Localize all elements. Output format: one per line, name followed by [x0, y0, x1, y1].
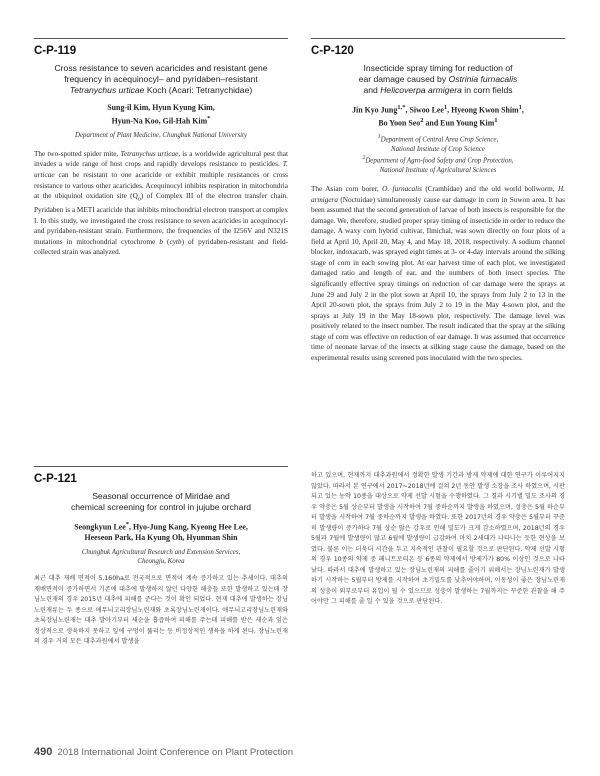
abstract-c-p-119 — [34, 38, 288, 258]
page-number: 490 — [34, 746, 53, 758]
page-footer — [34, 742, 293, 760]
abstract-code: C-P-119 — [34, 45, 77, 57]
abstract-code: C-P-121 — [34, 473, 77, 485]
authors: Sung-il Kim, Hyun Kyung Kim, Hyun-Na Koo, Gil-Hah Kim* — [107, 103, 215, 126]
abstract-title: Cross resistance to seven acaricides and resistant gene frequency in acequinocyl– and pyridaben–resistant Tetranychus urticae Koch (Acari: Tetranychidae) — [54, 63, 268, 95]
abstract-c-p-120 — [311, 38, 565, 363]
abstract-body: The Asian corn borer, O. furnacalis (Crambidae) and the old world bollworm, H. armigera (Noctuidae) simultaneously cause ear damage in corn in Suwon area. It has been assumed that the second generation of larvae of both insects is responsible for the damage. We, therefore, studied proper spray timing of insecticide in order to reduce the damage. A waxy corn hybrid cultivar, Ilmichal, was sown directly on four plots of a field at April 10, April 20, May 4, and May 18, 2018, respectively. A sodium channel blocker, indoxacarb, was sprayed eight times at 3- or 4-day intervals around the silking stage of corn in each sowing plot. At ear harvest time of each plot, we investigated damaged ratio and length of ear, and the numbers of both insect species. The significantly effective spray timings on reduction of car damage were the sprays at June 29 and July 2 in the plot sown at April 10, the sprays from July 2 to 13 in the April 20-sown plot, the sprays from July 2 to 19 in the May 4-sown plot, and the sprays at July 19 in the May 18-sown plot, respectively. The damage level was positively related to the insect number. The result indicated that the spray at the silking stage of corn was effective on reduction of ear damage. It was assumed that occurrence time of neonate larvae of the insects at silking stage cause the damage, based on the experimental results using screened pots inoculated with the two species. — [311, 185, 565, 362]
conference-name: 2018 International Joint Conference on Plant Protection — [57, 747, 294, 758]
affiliation: Department of Plant Medicine, Chungbuk National University — [74, 131, 248, 139]
abstract-body-left: 최근 대추 재배 면적이 5,160ha로 전국적으로 면적이 계속 증가하고 있는 추세이다. 대추의 재배면적이 증가하면서 기존에 대추에 발생하지 않던 다양한 해충들 또한 발생하고 있는데 장님노린재의 경우 2015년 대추에 피해를 준다는 것이 확인 되었다. 현재 대추에 발생하는 장님노린재류는 두 종으로 애무늬고리장님노린재와 초록장님노린재이다. 애무늬고리장님노린재와 초록장님노린재는 대추 발아기부터 새순을 흡즙하여 피해를 주는데 피해를 받은 새순과 잎은 정상적으로 생육하지 못하고 잎에 구멍이 뚫리는 등 비정상적인 생육을 하게 된다. 장님노린재의 경우 거의 모든 대추과원에서 발생을 — [34, 575, 288, 646]
abstract-body-right: 하고 있으며, 현재까지 대추과원에서 정확한 발생 기간과 방제 약제에 대한 연구가 이루어지지 않았다. 따라서 본 연구에서 2017~2018년에 걸쳐 2년 동안 발생 소장을 조사 하였으며, 시판되고 있는 농약 10종을 대상으로 약제 선발 시험을 수행하였다. 그 결과 시기별 밀도 조사의 경우 약충은 5월 상순부터 발생을 시작하여 7월 중하순까지 발생을 하였으며, 성충은 5월 하순부터 발생을 시작하여 7월 중하순까지 발생을 하였다. 또한 2017년의 경우 약충은 5월부터 꾸준히 발생량이 증가하다 7월 상순 많은 강우로 인해 밀도가 크게 감소하였으며, 2018년의 경우 5월과 7월에 발생량이 많고 6월에 발생량이 급감하여 마치 2세대가 나타나는 듯한 현상을 보였다. 불론 이는 더욱더 시간을 두고 지속적인 관찰이 필요할 것으로 판단된다. 약제 선발 시험의 경우 10종의 약제 중 페니트로티온 등 6종의 약제에서 방제가가 80% 이상인 것으로 나타났다. 따라서 대추에 발생하고 있는 장님노린재의 피해를 줄이기 위해서는 장님노린재가 발생하기 시작하는 5월부터 방제를 시작하여 초기밀도를 낮추어야하며, 이동성이 좋은 장님노린재의 성충이 외부로부터 유입이 될 수 있으므로 성충이 발생하는 7월까지는 꾸준한 관찰을 해 주어야만 그 피해를 줄 일 수 있을 것으로 판단된다. — [311, 472, 565, 605]
authors: Seongkyun Lee*, Hyo-Jung Kang, Kyeong Hee Lee, Heeseon Park, Ha Kyung Oh, Hyunman Shin — [74, 521, 248, 543]
authors: Jin Kyo Jung$^{1,*}$, Siwoo Lee$^1$, Hyeong Kwon Shim$^1$, Bo Yoon Seo$^2$ and Eun Young Kim$^1$ — [352, 104, 524, 128]
abstract-title: Insecticide spray timing for reduction of ear damage caused by Ostrinia furnacalis and Helicoverpa armigera in corn fields — [358, 63, 518, 95]
abstract-c-p-121 — [34, 466, 288, 648]
section-rule — [311, 38, 565, 39]
section-rule — [34, 38, 288, 39]
affiliation: $^1$Department of Central Area Crop Science, National Institute of Crop Science $^2$Department of Agro-food Safety and Crop Protection, National Institute of Agricultural Sciences — [362, 134, 514, 174]
abstract-code: C-P-120 — [311, 45, 354, 57]
section-rule — [34, 466, 288, 467]
abstract-body: The two-spotted spider mite, Tetranychus urticae, is a worldwide agricultural pest that invades a wide range of host crops and rapidly develops resistance to pesticides. T. urticae can be resistant to one acaricide or exhibit multiple resistances or cross resistance to various other acaricides. Acequinocyl inhibits respiration in mitochondria at the ubiquinol oxidation site $(Q_o)$ of Complex III of the electron transfer chain. Pyridaben is a METI acaricide that inhibits mitochondrial electron transport at complex I. In this study, we investigated the cross resistance to seven acaricides in acequinocyl- and pyridaben-resistant strain. Furthermore, the frequencies of the I256V and N321S mutations in mitochondrial cytochrome b (cytb) of pyridaben-resistant and field-collected strain was analyzed. — [34, 149, 289, 257]
abstract-title: Seasonal occurrence of Miridae and chemical screening for control in jujube orchard — [70, 491, 252, 512]
affiliation: Chungbuk Agricultural Research and Extension Services, Cheongju, Korea — [81, 548, 241, 565]
